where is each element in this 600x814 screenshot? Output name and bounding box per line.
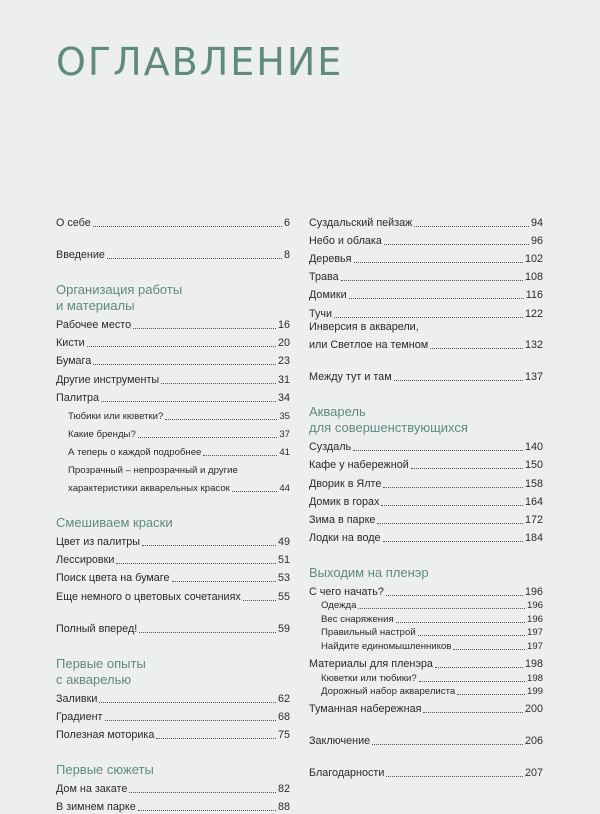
toc-entry-page: 197 (526, 640, 543, 652)
section-heading-line: и материалы (56, 298, 135, 314)
toc-entry-page: 196 (526, 600, 543, 612)
toc-entry-label: Домик в горах (309, 495, 380, 508)
toc-entry[interactable] (56, 314, 290, 332)
toc-entry[interactable] (309, 334, 543, 352)
toc-entry-page: 132 (524, 339, 543, 352)
toc-entry[interactable] (309, 730, 543, 748)
toc-entry-page: 206 (524, 735, 543, 748)
section-heading-line: Первые опыты (56, 655, 146, 671)
dot-leader (116, 563, 276, 564)
toc-entry-page: 198 (526, 672, 543, 684)
toc-subentry[interactable] (309, 612, 543, 626)
toc-entry[interactable] (309, 472, 543, 490)
toc-entry-page: 68 (277, 710, 290, 723)
toc-entry[interactable] (309, 230, 543, 248)
toc-entry-page: 184 (524, 531, 543, 544)
toc-entry-page: 150 (524, 459, 543, 472)
toc-entry-page: 94 (530, 217, 543, 230)
toc-subentry[interactable] (56, 405, 290, 423)
toc-entry[interactable] (56, 212, 290, 230)
toc-entry-label: Еще немного о цветовых сочетаниях (56, 590, 241, 603)
toc-entry-label: Поиск цвета на бумаге (56, 572, 170, 585)
toc-entry[interactable] (309, 366, 543, 384)
dot-leader (243, 600, 276, 601)
dot-leader (386, 776, 523, 777)
dot-leader (354, 262, 523, 263)
page-title: ОГЛАВЛЕНИЕ (56, 40, 344, 84)
toc-entry-page: 207 (524, 767, 543, 780)
toc-entry[interactable] (309, 436, 543, 454)
toc-entry-page: 102 (524, 253, 543, 266)
toc-entry-page: 196 (526, 613, 543, 625)
toc-entry-page: 8 (283, 249, 290, 262)
toc-entry-label: Полный вперед! (56, 622, 138, 635)
toc-entry[interactable] (309, 653, 543, 671)
toc-entry-page: 20 (277, 337, 290, 350)
toc-entry-label: Вес снаряжения (321, 613, 394, 625)
dot-leader (142, 545, 276, 546)
dot-leader (161, 383, 276, 384)
toc-entry-page: 96 (530, 235, 543, 248)
toc-entry[interactable] (309, 266, 543, 284)
dot-leader (93, 364, 276, 365)
toc-entry-label: Лессировки (56, 554, 115, 567)
toc-entry[interactable] (309, 302, 543, 320)
toc-entry-label: Правильный настрой (321, 627, 416, 639)
dot-leader (418, 635, 525, 636)
toc-entry-page: 37 (279, 428, 290, 440)
toc-entry[interactable] (309, 212, 543, 230)
toc-entry-page: 116 (525, 289, 543, 302)
toc-entry-label: Домики (309, 289, 347, 302)
toc-entry-label: Дорожный набор акварелиста (321, 686, 456, 697)
section-heading-line: с акварелью (56, 671, 132, 687)
section-heading (56, 656, 290, 688)
toc-entry[interactable] (56, 688, 290, 706)
toc-subentry[interactable] (309, 599, 543, 613)
toc-entry-page: 88 (277, 801, 290, 814)
toc-entry-page: 62 (277, 692, 290, 705)
toc-entry-label: Градиент (56, 710, 103, 723)
toc-entry-page: 197 (526, 627, 543, 639)
toc-entry[interactable] (56, 244, 290, 262)
dot-leader (384, 244, 529, 245)
dot-leader (457, 694, 525, 695)
toc-entry-page: 6 (283, 217, 290, 230)
toc-entry-label: Трава (309, 271, 339, 284)
dot-leader (358, 608, 525, 609)
toc-entry[interactable] (309, 762, 543, 780)
section-heading: Смешиваем краски (56, 515, 173, 531)
dot-leader (386, 595, 523, 596)
toc-entry-page: 55 (277, 590, 290, 603)
toc-entry-page: 158 (524, 477, 543, 490)
toc-entry-label: Одежда (321, 600, 357, 612)
toc-entry-page: 198 (524, 658, 543, 670)
toc-entry-label: Тюбики или кюветки? (68, 410, 164, 422)
toc-entry-label: Суздальский пейзаж (309, 217, 413, 230)
dot-leader (411, 468, 523, 469)
dot-leader (414, 226, 529, 227)
toc-entry-label: Кисти (56, 337, 85, 350)
toc-entry-page: 137 (524, 371, 543, 384)
toc-entry-page: 59 (277, 622, 290, 635)
toc-entry[interactable] (56, 549, 290, 567)
toc-subentry[interactable] (309, 626, 543, 640)
toc-entry[interactable] (309, 491, 543, 509)
dot-leader (394, 380, 523, 381)
toc-entry-page: 140 (524, 441, 543, 454)
dot-leader (341, 280, 523, 281)
toc-subentry[interactable] (56, 423, 290, 441)
toc-subentry-line[interactable] (56, 459, 290, 477)
dot-leader (99, 702, 276, 703)
toc-entry[interactable] (56, 368, 290, 386)
dot-leader (377, 523, 523, 524)
toc-entry-label: Кафе у набережной (309, 459, 409, 472)
toc-entry-label: Лодки на воде (309, 531, 381, 544)
toc-entry-label: Прозрачный – непрозрачный и другие (68, 465, 238, 477)
toc-entry-label: Введение (56, 249, 105, 262)
toc-entry-line[interactable] (309, 321, 543, 335)
toc-entry[interactable] (56, 567, 290, 585)
toc-entry-label: Между тут и там (309, 371, 392, 384)
toc-subentry[interactable] (309, 685, 543, 699)
toc-subentry[interactable] (309, 671, 543, 685)
toc-entry[interactable] (309, 581, 543, 599)
toc-entry-label: Полезная моторика (56, 728, 155, 741)
toc-entry-label: Суздаль (309, 441, 352, 454)
toc-entry-page: 41 (279, 446, 290, 458)
dot-leader (138, 810, 276, 811)
toc-right-column (309, 212, 543, 780)
section-heading-line: Организация работы (56, 282, 183, 298)
dot-leader (372, 744, 523, 745)
section-heading (309, 404, 543, 436)
toc-entry-page: 196 (524, 585, 543, 598)
toc-entry-page: 51 (277, 554, 290, 567)
dot-leader (101, 401, 276, 402)
toc-entry-label: Палитра (56, 391, 100, 404)
dot-leader (156, 738, 276, 739)
toc-entry[interactable] (56, 387, 290, 405)
dot-leader (129, 792, 276, 793)
toc-entry-page: 82 (277, 782, 290, 795)
toc-subentry[interactable] (309, 639, 543, 653)
dot-leader (453, 649, 525, 650)
toc-entry-label: характеристики акварельных красок (68, 483, 230, 495)
toc-entry-page: 172 (524, 513, 543, 526)
dot-leader (383, 487, 523, 488)
dot-leader (105, 720, 276, 721)
dot-leader (165, 419, 277, 420)
dot-leader (139, 632, 276, 633)
toc-entry-label: Зима в парке (309, 513, 376, 526)
toc-entry[interactable] (309, 527, 543, 545)
dot-leader (232, 491, 277, 492)
dot-leader (430, 348, 523, 349)
dot-leader (87, 346, 276, 347)
toc-entry-page: 53 (277, 572, 290, 585)
dot-leader (423, 712, 523, 713)
toc-entry[interactable] (56, 778, 290, 796)
dot-leader (435, 667, 523, 668)
toc-entry[interactable] (309, 509, 543, 527)
toc-entry-label: Благодарности (309, 767, 385, 780)
toc-entry[interactable] (56, 585, 290, 603)
toc-subentry[interactable] (56, 477, 290, 495)
toc-entry[interactable] (56, 706, 290, 724)
toc-entry-label: Кюветки или тюбики? (321, 672, 417, 684)
dot-leader (334, 317, 523, 318)
toc-entry-label: Дом на закате (56, 782, 128, 795)
toc-entry-page: 108 (524, 271, 543, 284)
dot-leader (419, 681, 525, 682)
toc-entry-label: Какие бренды? (68, 428, 136, 440)
toc-entry-label: С чего начать? (309, 585, 384, 598)
toc-left-column (56, 212, 290, 814)
dot-leader (396, 622, 525, 623)
dot-leader (93, 226, 282, 227)
toc-entry[interactable] (56, 531, 290, 549)
toc-entry-page: 122 (524, 307, 543, 320)
dot-leader (107, 258, 282, 259)
toc-entry[interactable] (309, 248, 543, 266)
toc-entry-label: А теперь о каждой подробнее (68, 446, 202, 458)
toc-entry-label: Заливки (56, 692, 98, 705)
toc-entry-label: Рабочее место (56, 319, 132, 332)
section-heading-line: Акварель (309, 404, 366, 420)
toc-entry-label: Тучи (309, 307, 333, 320)
toc-entry-label: Туманная набережная (309, 703, 422, 716)
toc-entry-label: Небо и облака (309, 235, 382, 248)
toc-entry-page: 49 (277, 536, 290, 549)
toc-entry-label: Заключение (309, 735, 371, 748)
dot-leader (138, 437, 278, 438)
toc-entry-page: 23 (277, 355, 290, 368)
toc-entry-label: В зимнем парке (56, 801, 136, 814)
toc-entry[interactable] (56, 724, 290, 742)
dot-leader (383, 541, 523, 542)
dot-leader (381, 505, 523, 506)
toc-entry-page: 35 (279, 410, 290, 422)
section-heading (56, 282, 290, 314)
toc-entry[interactable] (56, 332, 290, 350)
toc-subentry[interactable] (56, 441, 290, 459)
dot-leader (133, 328, 276, 329)
toc-entry-label: Деревья (309, 253, 352, 266)
toc-entry-page: 164 (524, 495, 543, 508)
toc-entry[interactable] (309, 284, 543, 302)
toc-entry[interactable] (56, 618, 290, 636)
section-heading-line: для совершенствующихся (309, 420, 468, 436)
toc-entry[interactable] (56, 796, 290, 814)
toc-entry-label: Бумага (56, 355, 92, 368)
toc-entry-page: 16 (277, 319, 290, 332)
toc-entry-page: 200 (524, 703, 543, 716)
toc-entry-label: О себе (56, 217, 91, 230)
toc-entry-label: Материалы для пленэра (309, 658, 433, 670)
toc-entry-page: 34 (277, 391, 290, 404)
toc-entry-label: Инверсия в акварели, (309, 321, 419, 334)
toc-entry[interactable] (56, 350, 290, 368)
toc-entry[interactable] (309, 454, 543, 472)
toc-entry-page: 44 (279, 483, 290, 495)
toc-entry-label: Дворик в Ялте (309, 477, 382, 490)
toc-entry-label: Найдите единомышленников (321, 640, 452, 652)
section-heading: Первые сюжеты (56, 761, 154, 777)
dot-leader (203, 455, 277, 456)
toc-entry-page: 199 (526, 686, 543, 697)
toc-entry-page: 31 (277, 373, 290, 386)
section-heading: Выходим на пленэр (309, 564, 429, 580)
toc-entry[interactable] (309, 698, 543, 716)
toc-entry-page: 75 (277, 728, 290, 741)
dot-leader (349, 298, 524, 299)
toc-entry-label: Другие инструменты (56, 373, 160, 386)
dot-leader (353, 450, 523, 451)
toc-entry-label: или Светлое на темном (309, 339, 429, 352)
dot-leader (172, 581, 276, 582)
toc-entry-label: Цвет из палитры (56, 536, 141, 549)
